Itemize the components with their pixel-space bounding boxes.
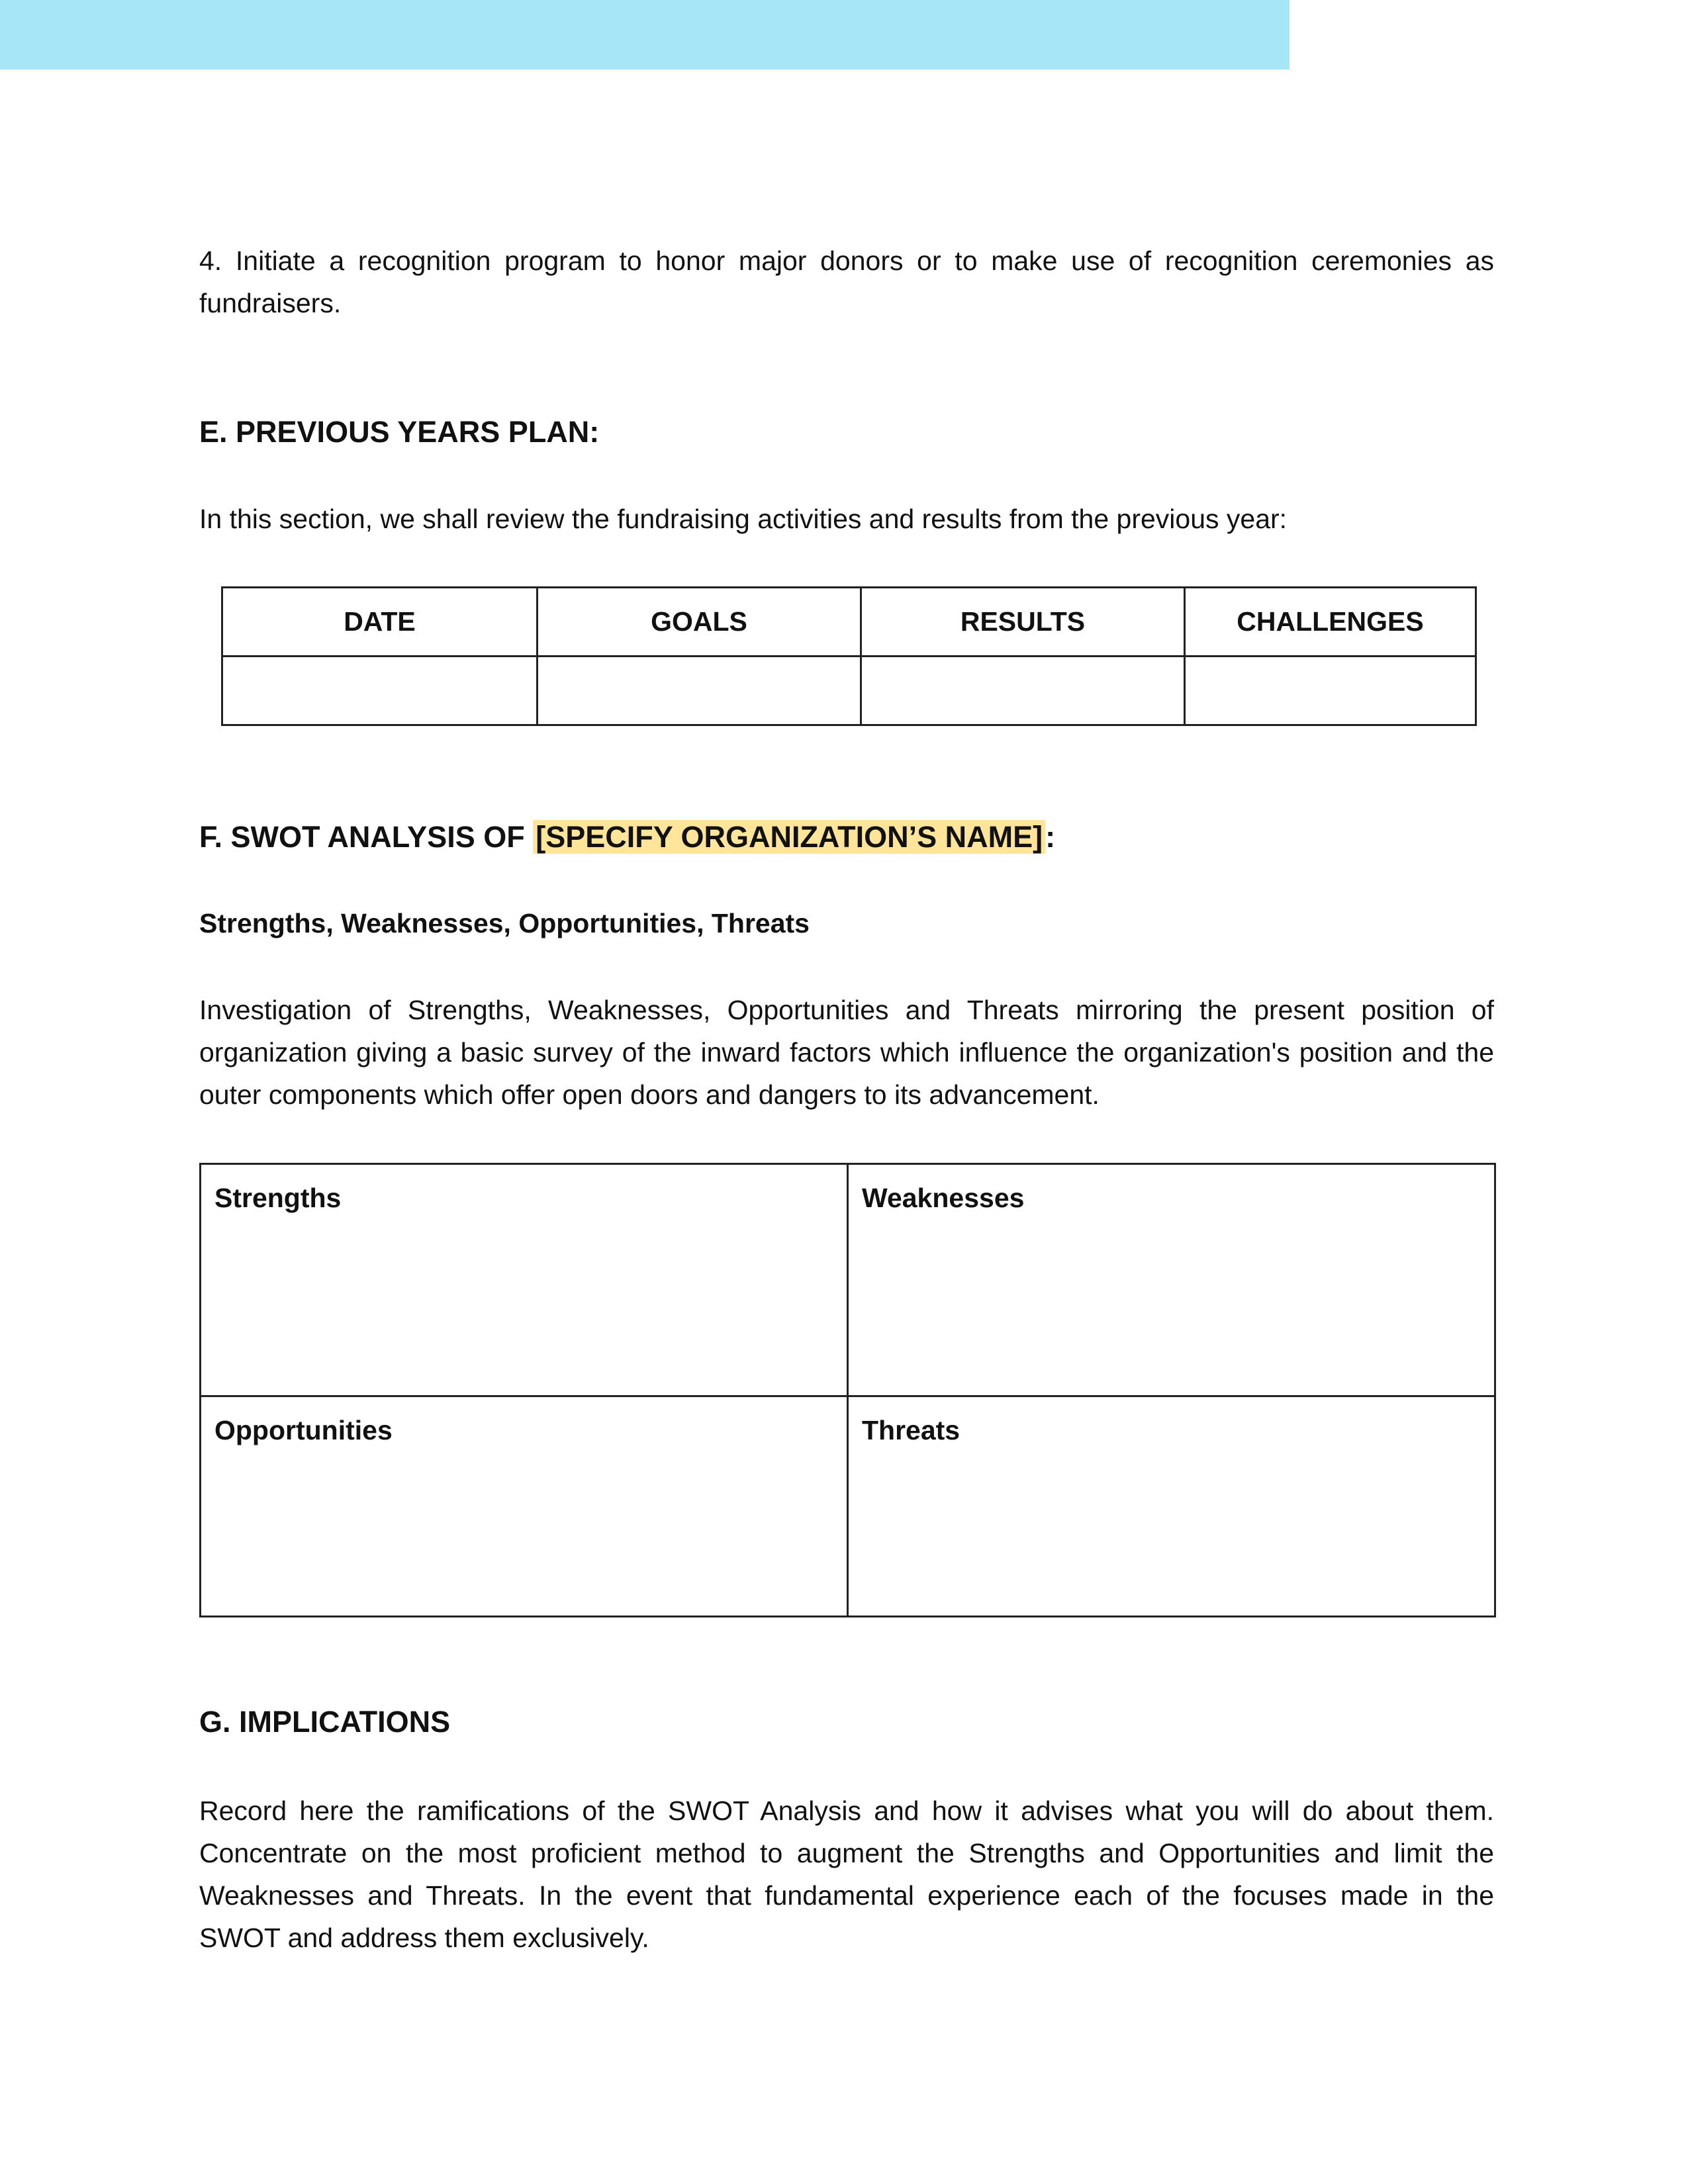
- table-cell-goals[interactable]: [538, 657, 861, 725]
- table-cell-results[interactable]: [861, 657, 1185, 725]
- swot-cell-threats[interactable]: [848, 1396, 1495, 1617]
- table-header-row: [222, 588, 1476, 657]
- section-e-description: In this section, we shall review the fundraising activities and results from the previous year:: [199, 504, 1288, 534]
- section-g-heading: G. IMPLICATIONS: [199, 1705, 451, 1739]
- swot-cell-opportunities[interactable]: [201, 1396, 848, 1617]
- section-e-heading: E. PREVIOUS YEARS PLAN:: [199, 415, 600, 449]
- swot-label-threats: Threats: [862, 1415, 961, 1445]
- table-cell-challenges[interactable]: [1185, 657, 1476, 725]
- section-f-heading: [199, 817, 1055, 857]
- swot-subheading: Strengths, Weaknesses, Opportunities, Threats: [199, 908, 810, 938]
- swot-grid: [199, 1163, 1496, 1617]
- section-g-description: Record here the ramifications of the SWOT Analysis and how it advises what you will do about them. Concentrate on the most proficient method to augment the Strengths and Opportunities and limit the Weaknesses and Threats. In the event that fundamental experience each of the focuses made in the SWOT and address them exclusively.: [199, 1796, 1494, 1953]
- column-header-results: RESULTS: [861, 588, 1185, 657]
- section-f-description: Investigation of Strengths, Weaknesses, Opportunities and Threats mirroring the present position of organization giving a basic survey of the inward factors which influence the organization's position and the outer components which offer open doors and dangers to its advancement.: [199, 995, 1494, 1110]
- swot-label-strengths: Strengths: [214, 1183, 342, 1213]
- section-f-heading-prefix: F. SWOT ANALYSIS OF: [199, 820, 534, 854]
- previous-years-table: [221, 586, 1477, 726]
- swot-row-external: [201, 1396, 1495, 1617]
- table-cell-date[interactable]: [222, 657, 538, 725]
- swot-label-opportunities: Opportunities: [214, 1415, 393, 1445]
- header-band: [0, 0, 1289, 69]
- section-f-heading-suffix: :: [1045, 820, 1056, 854]
- swot-row-internal: [201, 1164, 1495, 1396]
- intro-item-4: 4. Initiate a recognition program to honor major donors or to make use of recognition ceremonies as fundraisers.: [199, 246, 1494, 318]
- column-header-date: DATE: [222, 588, 538, 657]
- swot-cell-weaknesses[interactable]: [848, 1164, 1495, 1396]
- column-header-goals: GOALS: [538, 588, 861, 657]
- swot-label-weaknesses: Weaknesses: [862, 1183, 1025, 1213]
- column-header-challenges: CHALLENGES: [1185, 588, 1476, 657]
- swot-cell-strengths[interactable]: [201, 1164, 848, 1396]
- table-row: [222, 657, 1476, 725]
- organization-name-placeholder: [SPECIFY ORGANIZATION’S NAME]: [533, 820, 1045, 854]
